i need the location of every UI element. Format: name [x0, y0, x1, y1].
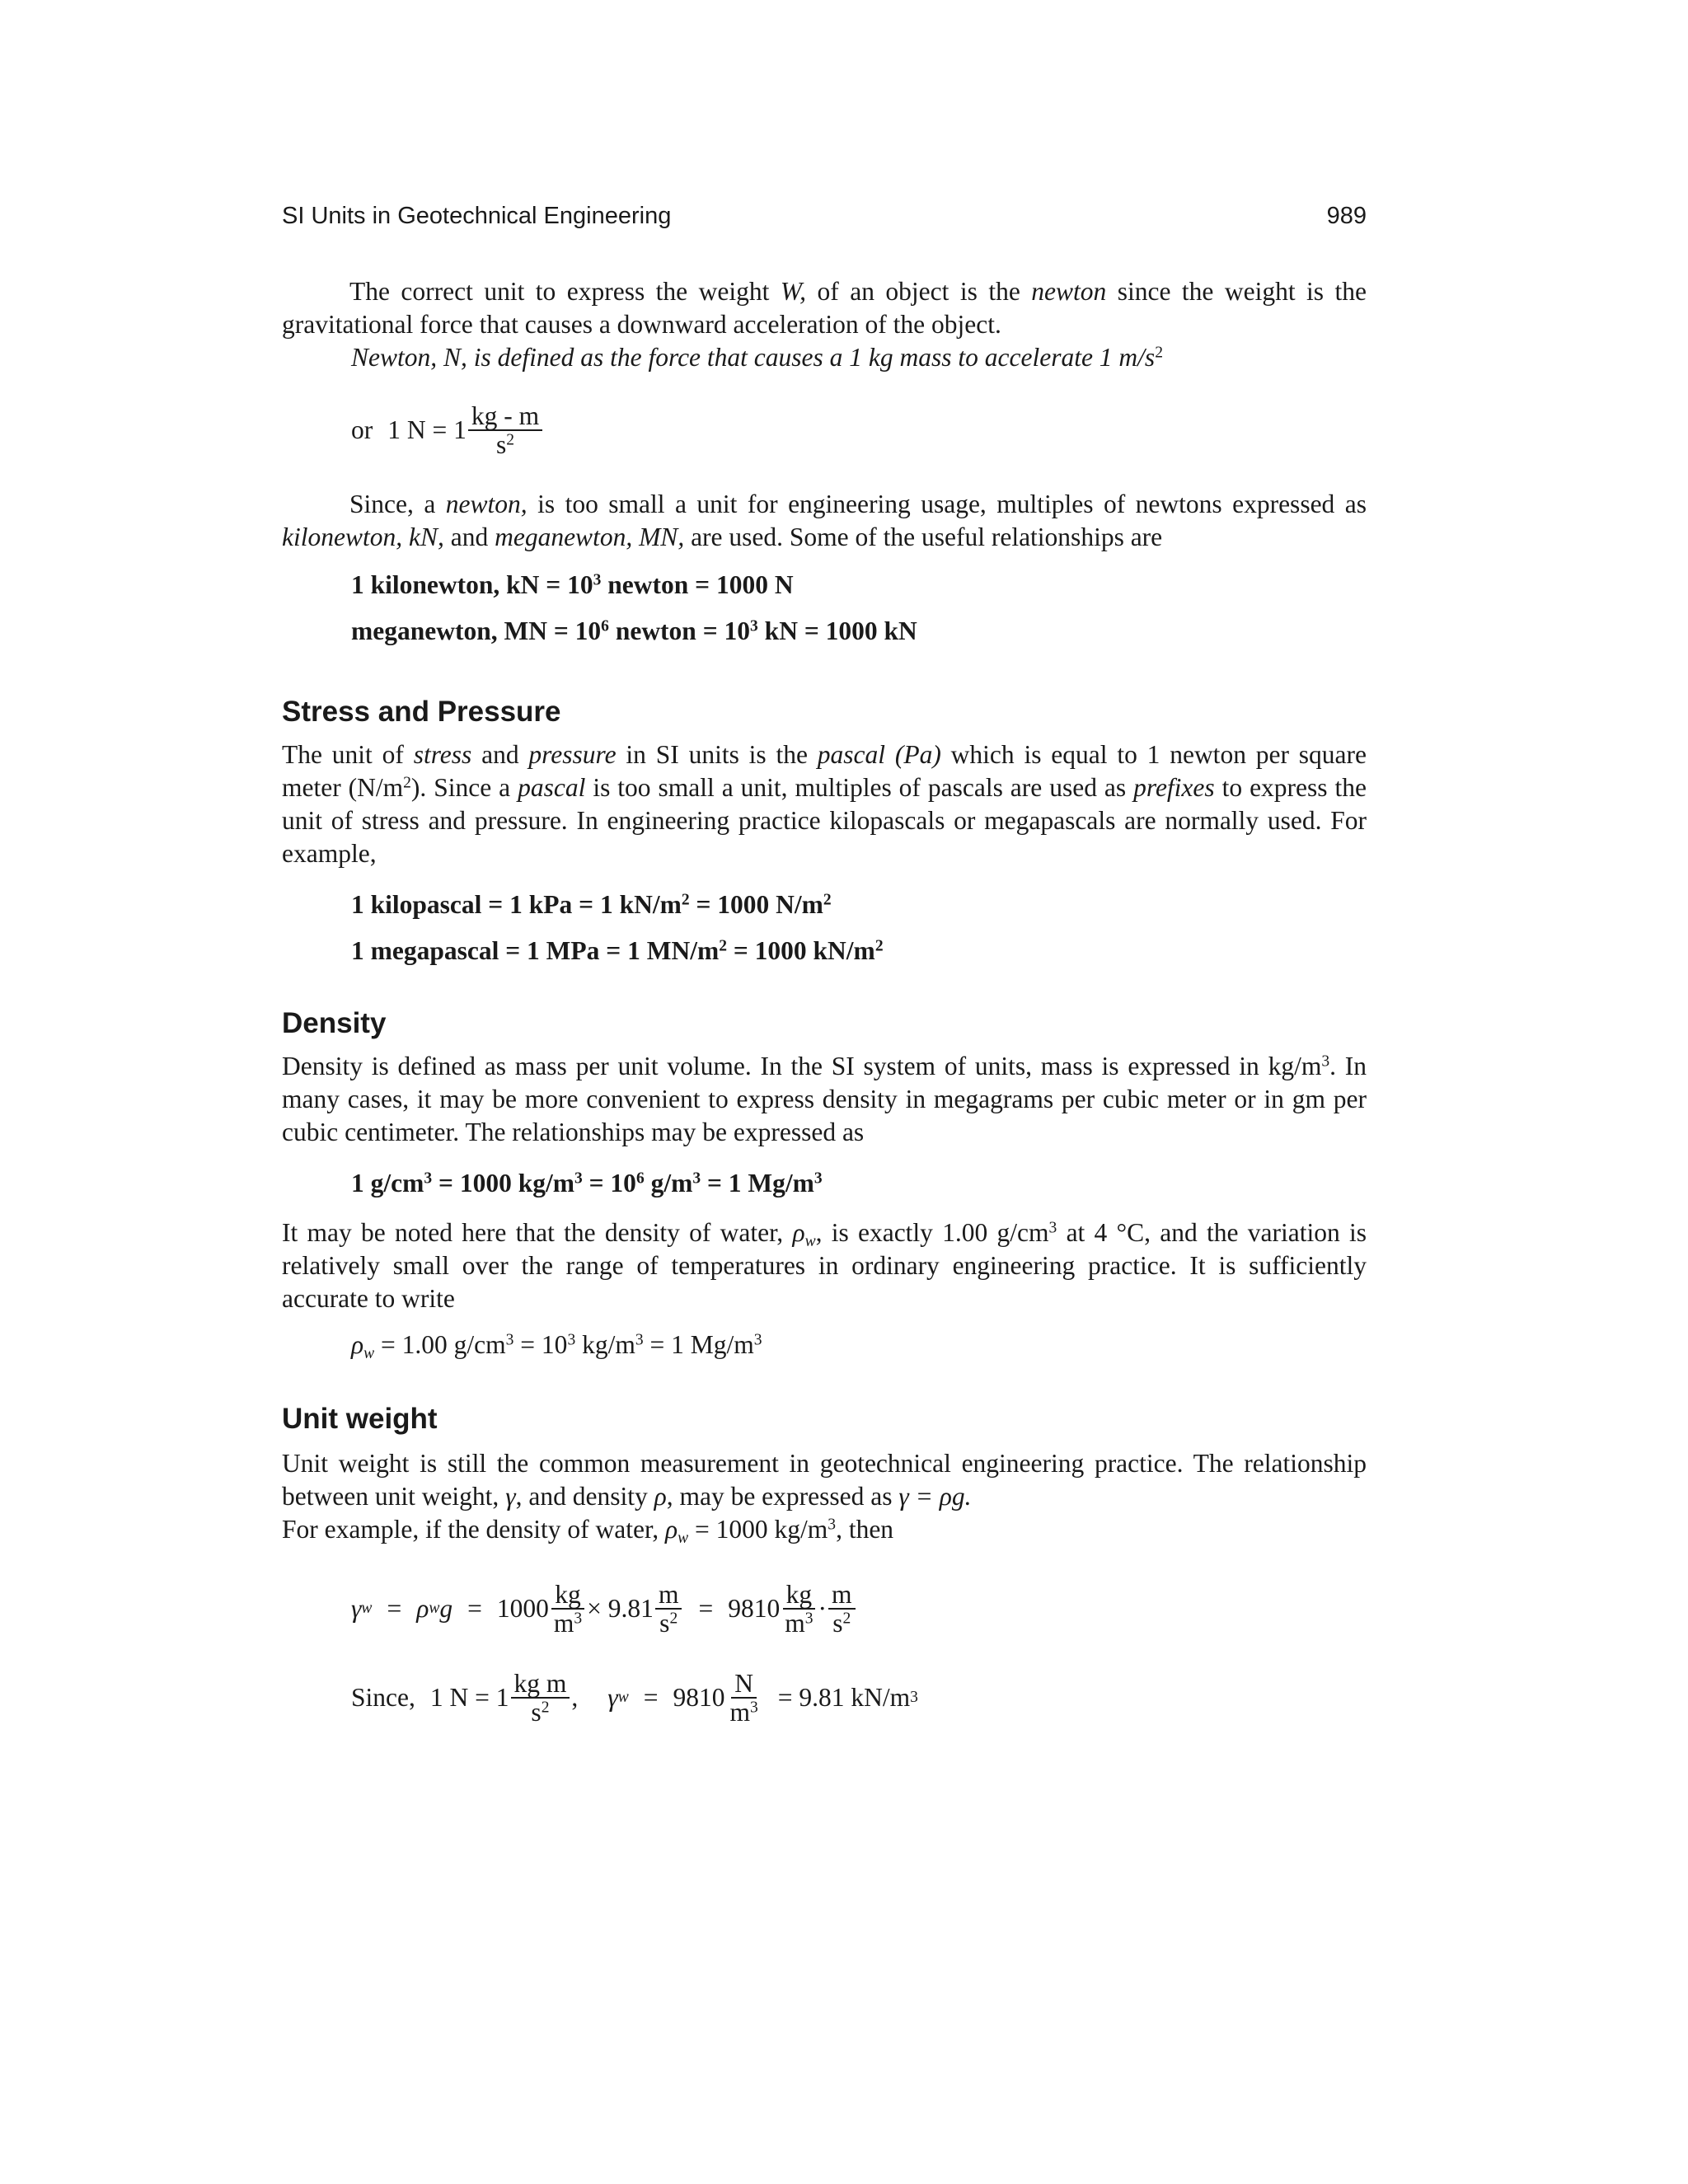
kg-per-m3-fraction-2: $\frac{kg}{m^3}$ — [781, 1581, 816, 1637]
running-head-title: SI Units in Geotechnical Engineering — [282, 203, 672, 229]
page-number: 989 — [1326, 203, 1367, 229]
multiples-paragraph: Since, a newton, is too small a unit for engineering usage, multiples of newtons expressed as kilonewton, kN, and meganewton, MN, are used. Some of the useful relationships are — [282, 490, 1367, 551]
megapascal-relation: 1 megapascal = 1 MPa = 1 $MN/m^2 = 1000$ $kN/m^2$ — [351, 936, 884, 965]
section-heading-stress: Stress and Pressure — [282, 696, 561, 728]
section-heading-unit-weight: Unit weight — [282, 1403, 438, 1435]
stress-paragraph: The unit of stress and pressure in SI units is the pascal (Pa) which is equal to 1 newton per square meter $(N/m^2)$. Since a pascal is too small a unit, multiples of pascals are used as prefixes to express the unit of stress and pressure. In engineering practice kilopascals or megapascals are normally used. For example, — [282, 740, 1367, 868]
n-per-m3-fraction: $\frac{N}{m^3}$ — [729, 1669, 758, 1727]
water-example-paragraph: For example, if the density of water, $\rho_w = 1000$ $kg/m^3$, then — [282, 1515, 894, 1547]
water-density-equation: $\rho_w = 1.00$ $g/cm^3 = 10^3$ $kg/m^3 = 1$ $Mg/m^3$ — [351, 1330, 762, 1362]
density-paragraph: Density is defined as mass per unit volume. In the SI system of units, mass is expressed in $kg/m^3$. In many cases, it may be more convenient to express density in megagrams per cubic meter or in gm per cubic centimeter. The relationships may be expressed as — [282, 1052, 1367, 1146]
kgm-per-s2-fraction: $\frac{\text{kg m}}{s^2}$ — [511, 1670, 570, 1726]
meganewton-relation: meganewton, MN = $10^6$ newton = $10^3$ kN = 1000 kN — [351, 616, 917, 645]
kilopascal-relation: 1 kilopascal = 1 kPa = 1 $kN/m^2 = 1000$ $N/m^2$ — [351, 890, 832, 919]
kg-per-m3-fraction: $\frac{kg}{m^3}$ — [551, 1581, 585, 1637]
unit-weight-paragraph: Unit weight is still the common measurement in geotechnical engineering practice. The relationship between unit weight, γ, and density ρ, may be expressed as γ = ρg. — [282, 1449, 1367, 1511]
unit-weight-result-equation: Since, 1 N = 1 $\frac{\text{kg m}}{s^2}$ , γ w = 9810 $\frac{N}{m^3}$ = 9.81 kN/m 3 — [351, 1669, 918, 1727]
running-head — [282, 203, 1367, 239]
intro-paragraph: The correct unit to express the weight W, of an object is the newton since the weight is the gravitational force that causes a downward acceleration of the object. — [282, 277, 1367, 339]
kilonewton-relation: 1 kilonewton, kN = $10^3$ newton = 1000 N — [351, 570, 794, 599]
m-per-s2-fraction: $\frac{m}{s^2}$ — [655, 1581, 682, 1637]
newton-definition: Newton, N, is defined as the force that causes a 1 kg mass to accelerate 1 $m/s^2$ — [351, 343, 1163, 372]
unit-weight-equation: γ w = ρ w g = 1000 $\frac{kg}{m^3}$ × 9.81 $\frac{m}{s^2}$ = 9810 $\frac{kg}{m^3}$ · $\frac{m}{s^2}$ — [351, 1581, 857, 1637]
water-density-paragraph: It may be noted here that the density of water, $\rho_w$, is exactly 1.00 $g/cm^3$ at 4 °C, and the variation is relatively small over the range of temperatures in ordinary engineering practice. It is sufficiently accurate to write — [282, 1218, 1367, 1313]
newton-fraction: $\frac{kg - m}{s^2}$ — [468, 402, 542, 458]
density-relation: 1 $g/cm^3 = 1000$ $kg/m^3 = 10^6$ $g/m^3 = 1$ $Mg/m^3$ — [351, 1169, 823, 1197]
section-heading-density: Density — [282, 1007, 387, 1039]
newton-equation: or 1 N = 1 $\frac{kg - m}{s^2}$ — [351, 402, 544, 458]
m-per-s2-fraction-2: $\frac{m}{s^2}$ — [828, 1581, 856, 1637]
